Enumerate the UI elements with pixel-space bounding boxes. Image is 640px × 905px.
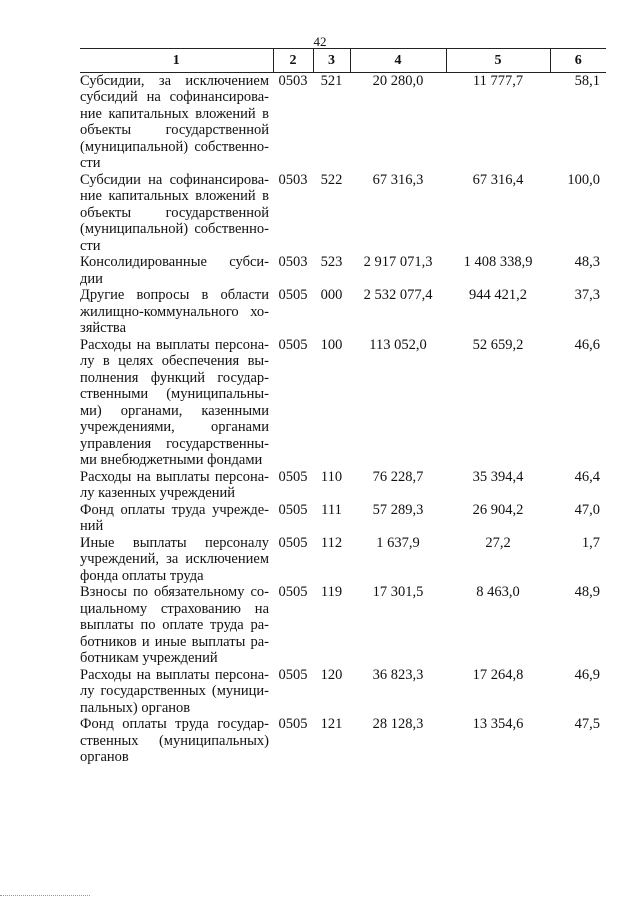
header-col-6: 6 (550, 49, 606, 73)
row-planned: 36 823,3 (372, 666, 424, 683)
row-planned: 2 532 077,4 (363, 287, 433, 303)
row-name: Расходы на выплаты персона-лу государственных (муници-пальных) органов (80, 666, 269, 716)
row-section: 0505 (278, 584, 308, 600)
header-col-5: 5 (446, 49, 550, 73)
row-name: Субсидии на софинансирова-ние капитальных вложений в объекты государственной (муниципальной) собственно-сти (80, 171, 269, 254)
row-percent: 1,7 (581, 534, 600, 551)
header-col-4: 4 (350, 49, 446, 73)
header-col-1: 1 (80, 49, 273, 73)
row-percent: 46,6 (574, 336, 600, 353)
row-actual: 11 777,7 (472, 72, 524, 89)
table-row (80, 337, 606, 469)
row-actual: 35 394,4 (472, 468, 524, 485)
table-row (80, 667, 606, 717)
row-name: Взносы по обязательному со-циальному страхованию на выплаты по оплате труда ра-ботников и иные выплаты ра-ботникам учреждений (80, 584, 269, 666)
row-code: 112 (320, 534, 343, 551)
row-code: 522 (320, 171, 343, 188)
row-actual: 944 421,2 (469, 287, 527, 303)
row-actual: 13 354,6 (472, 716, 524, 732)
row-percent: 48,9 (574, 584, 600, 600)
row-actual: 27,2 (485, 534, 511, 551)
row-name: Расходы на выплаты персона-лу казенных учреждений (80, 468, 269, 501)
row-section: 0503 (278, 72, 308, 89)
row-section: 0505 (278, 468, 308, 485)
row-name: Фонд оплаты труда государ-ственных (муниципальных) органов (80, 716, 269, 765)
row-name: Другие вопросы в области жилищно-коммунального хо-зяйства (80, 287, 269, 336)
row-percent: 48,3 (574, 254, 600, 270)
row-percent: 100,0 (567, 171, 600, 188)
table-row (80, 584, 606, 667)
row-section: 0503 (278, 171, 308, 188)
row-actual: 67 316,4 (472, 171, 524, 188)
row-name: Иные выплаты персоналу учреждений, за исключением фонда оплаты труда (80, 534, 269, 584)
row-planned: 67 316,3 (372, 171, 424, 188)
row-code: 111 (321, 501, 342, 518)
row-planned: 2 917 071,3 (363, 254, 433, 270)
row-name: Фонд оплаты труда учрежде-ний (80, 501, 269, 534)
row-actual: 52 659,2 (472, 336, 524, 353)
row-section: 0505 (278, 336, 308, 353)
row-planned: 76 228,7 (372, 468, 424, 485)
row-percent: 37,3 (574, 287, 600, 303)
row-code: 521 (320, 72, 343, 89)
row-planned: 17 301,5 (372, 584, 424, 600)
table-row (80, 469, 606, 502)
row-actual: 17 264,8 (472, 666, 524, 683)
table-header-row (80, 49, 606, 73)
page-number: 42 (313, 34, 327, 49)
row-actual: 1 408 338,9 (463, 254, 533, 270)
row-percent: 47,5 (574, 716, 600, 732)
table-row (80, 172, 606, 255)
table-row (80, 72, 606, 172)
row-section: 0503 (278, 254, 308, 270)
row-percent: 46,4 (574, 468, 600, 485)
row-code: 120 (320, 666, 343, 683)
row-name: Субсидии, за исключением субсидий на софинансирова-ние капитальных вложений в объекты государственной (муниципальной) собственно-сти (80, 72, 269, 171)
row-planned: 28 128,3 (372, 716, 424, 732)
table-row (80, 535, 606, 585)
row-section: 0505 (278, 666, 308, 683)
row-section: 0505 (278, 287, 308, 303)
row-percent: 46,9 (574, 666, 600, 683)
row-percent: 47,0 (574, 501, 600, 518)
row-percent: 58,1 (574, 72, 600, 89)
row-planned: 57 289,3 (372, 501, 424, 518)
row-planned: 1 637,9 (376, 534, 420, 551)
row-planned: 113 052,0 (369, 336, 427, 353)
row-code: 523 (320, 254, 343, 270)
header-col-2: 2 (273, 49, 313, 73)
row-code: 100 (320, 336, 343, 353)
scan-edge-line (0, 895, 90, 896)
row-section: 0505 (278, 716, 308, 732)
row-actual: 8 463,0 (476, 584, 520, 600)
row-code: 121 (320, 716, 343, 732)
table-row (80, 716, 606, 766)
budget-table (80, 48, 606, 766)
row-code: 000 (320, 287, 343, 303)
table-row (80, 502, 606, 535)
row-planned: 20 280,0 (372, 72, 424, 89)
row-name: Расходы на выплаты персона-лу в целях обеспечения вы-полнения функций государ-ственными (муниципальны-ми) органами, казенными учреждениями, органами управления государственны-ми внебюджетными фондами (80, 336, 269, 468)
table-row (80, 254, 606, 287)
table-row (80, 287, 606, 337)
row-code: 119 (320, 584, 343, 600)
row-section: 0505 (278, 534, 308, 551)
row-section: 0505 (278, 501, 308, 518)
header-col-3: 3 (313, 49, 350, 73)
row-name: Консолидированные субси-дии (80, 254, 269, 287)
row-actual: 26 904,2 (472, 501, 524, 518)
row-code: 110 (320, 468, 343, 485)
